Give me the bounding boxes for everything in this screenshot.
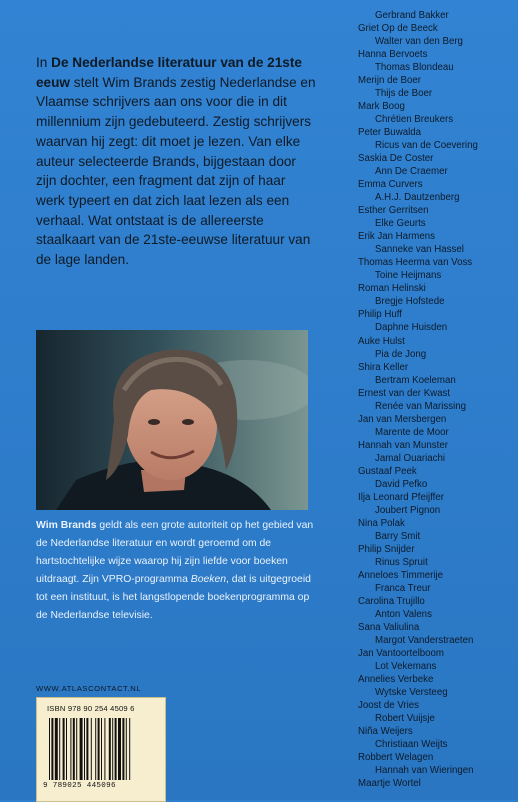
author-list-item: Robert Vuijsje [375,713,435,725]
author-list-item: Niña Weijers [358,726,413,738]
author-list-item: Toine Heijmans [375,270,442,282]
author-list-item: Hannah van Munster [358,439,448,451]
author-list-item: Ann De Craemer [375,166,448,178]
author-list-item: Gustaaf Peek [358,465,417,477]
author-list-item: Sana Valiulina [358,621,420,633]
author-list-item: Marente de Moor [375,426,449,438]
author-list-item: Gerbrand Bakker [375,10,449,21]
author-list-item: Ilja Leonard Pfeijffer [358,491,444,503]
author-list-item: Nina Polak [358,517,405,529]
author-list-item: Renée van Marissing [375,400,467,412]
author-list-item: Daphne Huisden [375,322,448,334]
intro-text-body: stelt Wim Brands zestig Nederlandse en Vlaamse schrijvers aan ons voor die in dit millennium zijn gedebuteerd. Zestig schrijvers waarvan hij zegt: dit moet je lezen. Van elke auteur selecteerde Brands, bijgestaan door zijn dochter, een fragment dat zijn of haar werk typeert en dat zich laat lezen als een verhaal. Wat ontstaat is de allereerste staalkaart van de 21ste-eeuwse literatuur van de lage landen. [36,74,316,268]
author-list-item: Barry Smit [375,530,421,542]
publisher-website[interactable]: WWW.ATLASCONTACT.NL [36,684,142,693]
author-list-item: Carolina Trujillo [358,595,425,607]
author-name: Wim Brands [36,520,97,531]
author-list-item: Anneloes Timmerije [358,569,444,581]
author-list-item: Shira Keller [358,361,409,373]
author-list-item: Bertram Koeleman [375,374,456,386]
author-list-item: Erik Jan Harmens [358,231,435,243]
author-list-item: A.H.J. Dautzenberg [375,192,460,204]
author-list-item: Elke Geurts [375,218,426,230]
bio-text-start: geldt als een grote autoriteit op het gebied van de Nederlandse literatuur en wordt geroemd om de hartstochtelijke wijze waarop hij zijn liefde voor boeken uitdraagt. Zijn VPRO-programma [36,520,314,585]
author-list-item: Chrétien Breukers [375,114,454,126]
author-list-item: Merijn de Boer [358,75,421,87]
author-list-item: Jamal Ouariachi [375,452,445,464]
bio-text-end: , dat is uitgegroeid tot een instituut, is het langstlopende boekenprogramma op de Nederlandse televisie. [36,573,311,621]
author-list-item: Griet Op de Beeck [358,23,438,35]
author-list-item: Hanna Bervoets [358,49,428,61]
author-list-item: Mark Boog [358,101,405,113]
author-list-item: Jan van Mersbergen [358,413,447,425]
author-list-item: Franca Treur [375,582,431,594]
author-list-item: Ricus van de Coevering [375,140,478,152]
author-list-item: Joost de Vries [358,700,420,712]
author-list-item: Sanneke van Hassel [375,244,464,256]
author-list-item: Thijs de Boer [375,88,433,100]
isbn-text: ISBN 978 90 254 4509 6 [47,704,135,713]
author-list-item: Maartje Wortel [358,778,421,790]
author-list-item: Christiaan Weijts [375,739,448,751]
author-list-item: Bregje Hofstede [375,296,445,308]
author-list-item: Esther Gerritsen [358,205,429,217]
author-list-item: Anton Valens [375,608,432,620]
barcode-number: 9 789025 445096 [43,782,116,790]
author-list-item: Philip Huff [358,309,402,321]
author-list-item: Walter van den Berg [375,36,463,48]
author-list-item: Margot Vanderstraeten [375,634,474,646]
author-list-item: Roman Helinski [358,283,426,295]
author-list-item: David Pefko [375,478,428,490]
author-list-item: Saskia De Coster [358,153,434,165]
author-list-item: Pia de Jong [375,348,427,360]
author-list-item: Wytske Versteeg [375,687,448,699]
author-list-item: Hannah van Wieringen [375,765,474,777]
author-list-item: Peter Buwalda [358,127,422,139]
author-list-item: Ernest van der Kwast [358,387,451,399]
author-list-item: Joubert Pignon [375,504,441,516]
author-list-item: Robbert Welagen [358,752,434,764]
author-list-item: Thomas Blondeau [375,62,454,74]
book-title: De Nederlandse literatuur van de 21ste eeuw [36,55,302,90]
author-list-item: Jan Vantoortelboom [358,647,444,659]
author-list-item: Philip Snijder [358,543,415,555]
author-list-item: Rinus Spruit [375,556,428,568]
program-name: Boeken [190,573,227,585]
author-list-item: Thomas Heerma van Voss [358,257,473,269]
author-list-item: Annelies Verbeke [358,674,434,686]
author-list-item: Auke Hulst [358,335,405,347]
intro-text-start: In [36,55,52,70]
author-list-item: Emma Curvers [358,179,423,191]
author-list-item: Lot Vekemans [375,661,437,672]
